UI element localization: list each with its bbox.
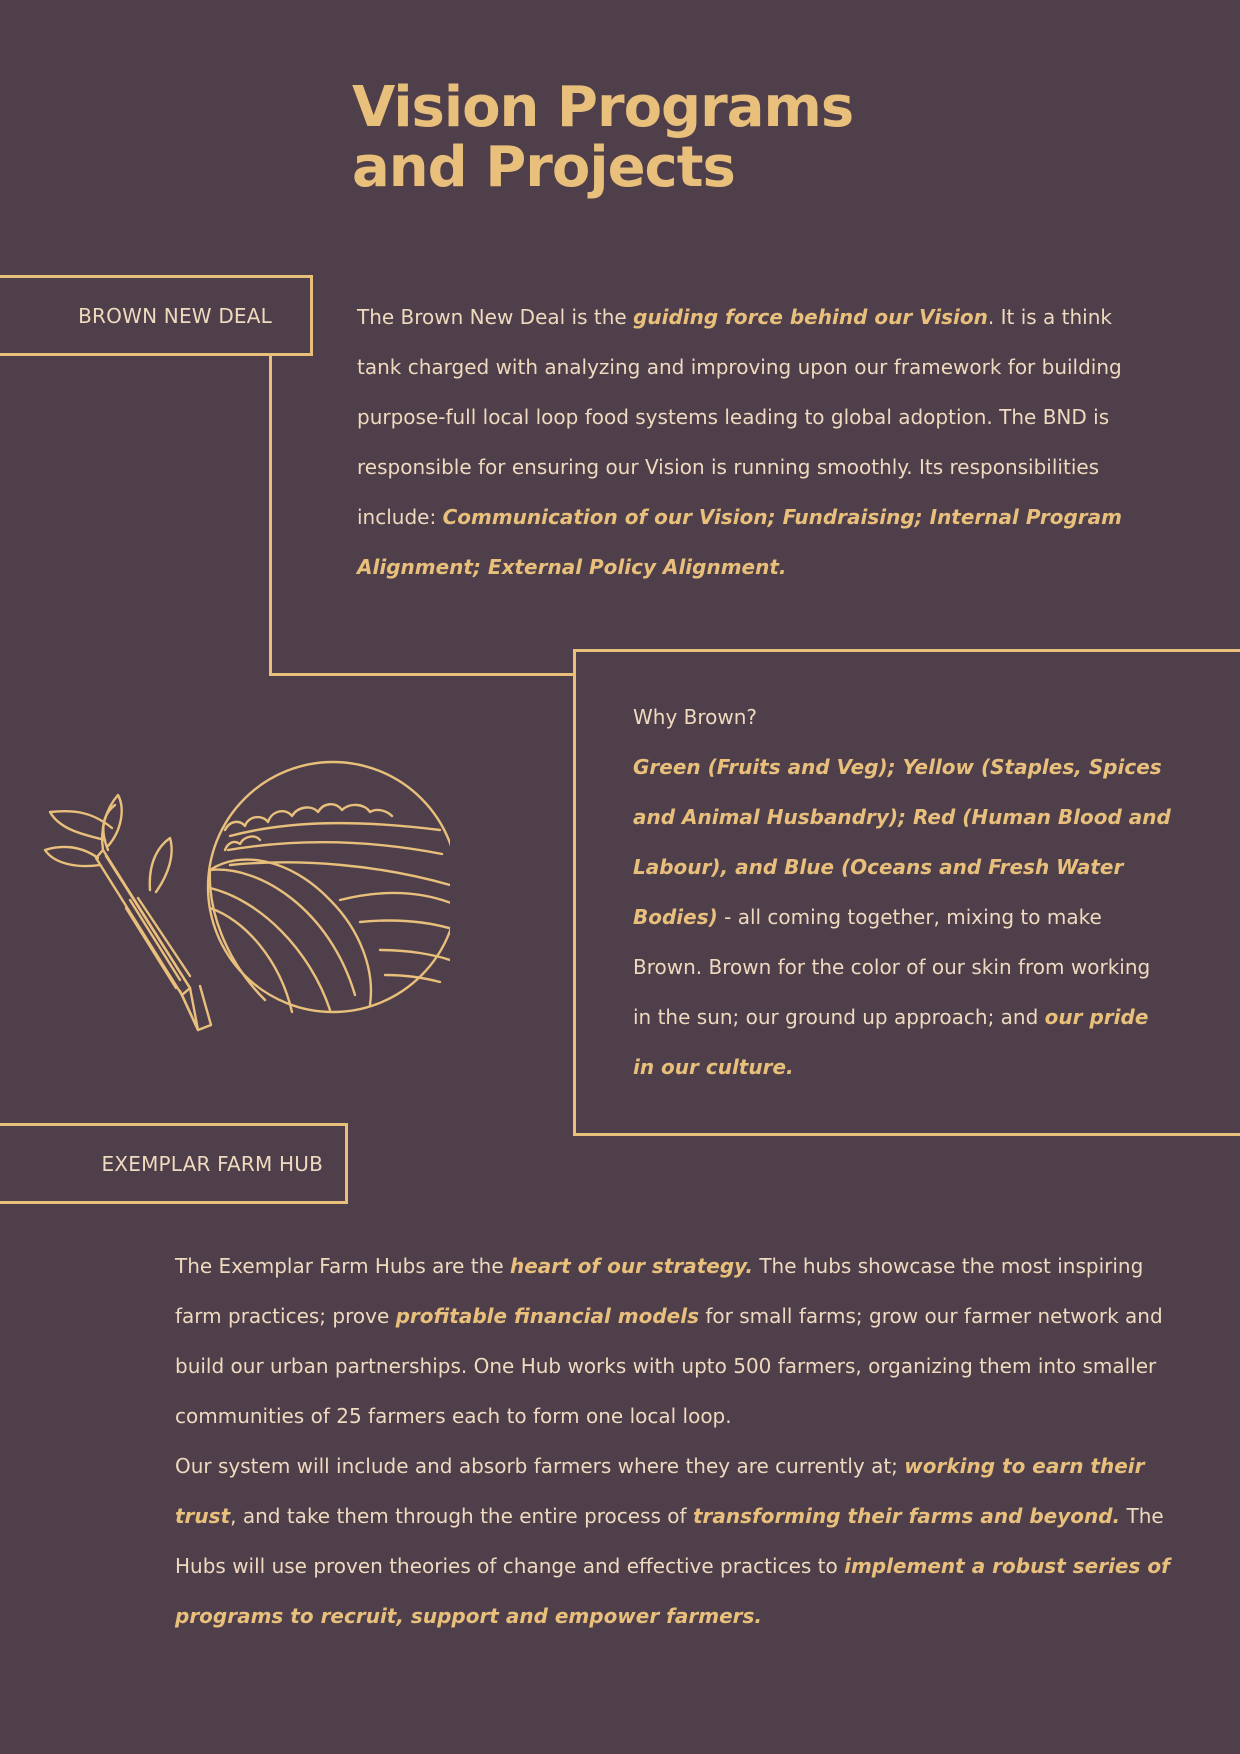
exemplar-farm-hub-label	[0, 1123, 348, 1204]
why-brown-emphasis-1: Green (Fruits and Veg); Yellow (Staples, Spices and Animal Husbandry); Red (Human Blood and Labour), and Blue (Oceans and Fresh Water Bodies)	[633, 755, 1171, 929]
page-title-line-1: Vision Programs	[352, 75, 854, 140]
bnd-emphasis-1: guiding force behind our Vision	[633, 305, 988, 329]
brown-new-deal-label	[0, 275, 313, 356]
efh-text-5: , and take them through the entire process of	[230, 1504, 693, 1528]
bnd-emphasis-2: Communication of our Vision; Fundraising; Internal Program Alignment; External Policy Alignment.	[357, 505, 1123, 579]
why-brown-text	[633, 692, 1173, 1092]
efh-emphasis-3: working to earn their trust	[175, 1454, 1145, 1528]
connector-line-horizontal	[269, 673, 575, 676]
connector-line-vertical	[269, 354, 272, 676]
brown-new-deal-description	[357, 292, 1147, 592]
why-brown-body: - all coming together, mixing to make Brown. Brown for the color of our skin from working in the sun; our ground up approach; and	[633, 905, 1151, 1029]
why-brown-emphasis-2: our pride in our culture.	[633, 1005, 1149, 1079]
efh-text-1: The Exemplar Farm Hubs are the	[175, 1254, 510, 1278]
why-brown-heading: Why Brown?	[633, 705, 758, 729]
efh-text-4: Our system will include and absorb farmers where they are currently at;	[175, 1454, 905, 1478]
efh-emphasis-1: heart of our strategy.	[510, 1254, 753, 1278]
brown-new-deal-label-text: BROWN NEW DEAL	[78, 303, 272, 328]
bnd-text-1: The Brown New Deal is the	[357, 305, 634, 329]
efh-emphasis-2: profitable financial models	[395, 1304, 699, 1328]
page-title	[352, 75, 1052, 200]
efh-emphasis-4: transforming their farms and beyond.	[692, 1504, 1121, 1528]
efh-emphasis-5: implement a robust series of programs to recruit, support and empower farmers.	[175, 1554, 1170, 1628]
efh-text-3: for small farms; grow our farmer network and build our urban partnerships. One Hub works with upto 500 farmers, organizing them into smaller communities of 25 farmers each to form one local loop.	[175, 1304, 1163, 1428]
bnd-text-2: . It is a think tank charged with analyzing and improving upon our framework for building purpose-full local loop food systems leading to global adoption. The BND is responsible for ensuring our Vision is running smoothly. Its responsibilities include:	[357, 305, 1122, 529]
pencil-and-landscape-globe-icon	[30, 750, 450, 1050]
exemplar-farm-hub-description	[175, 1241, 1175, 1641]
exemplar-farm-hub-label-text: EXEMPLAR FARM HUB	[101, 1151, 323, 1176]
efh-text-6: The Hubs will use proven theories of change and effective practices to	[175, 1504, 1164, 1578]
efh-text-2: The hubs showcase the most inspiring farm practices; prove	[175, 1254, 1144, 1328]
page-title-line-2: and Projects	[352, 135, 735, 200]
